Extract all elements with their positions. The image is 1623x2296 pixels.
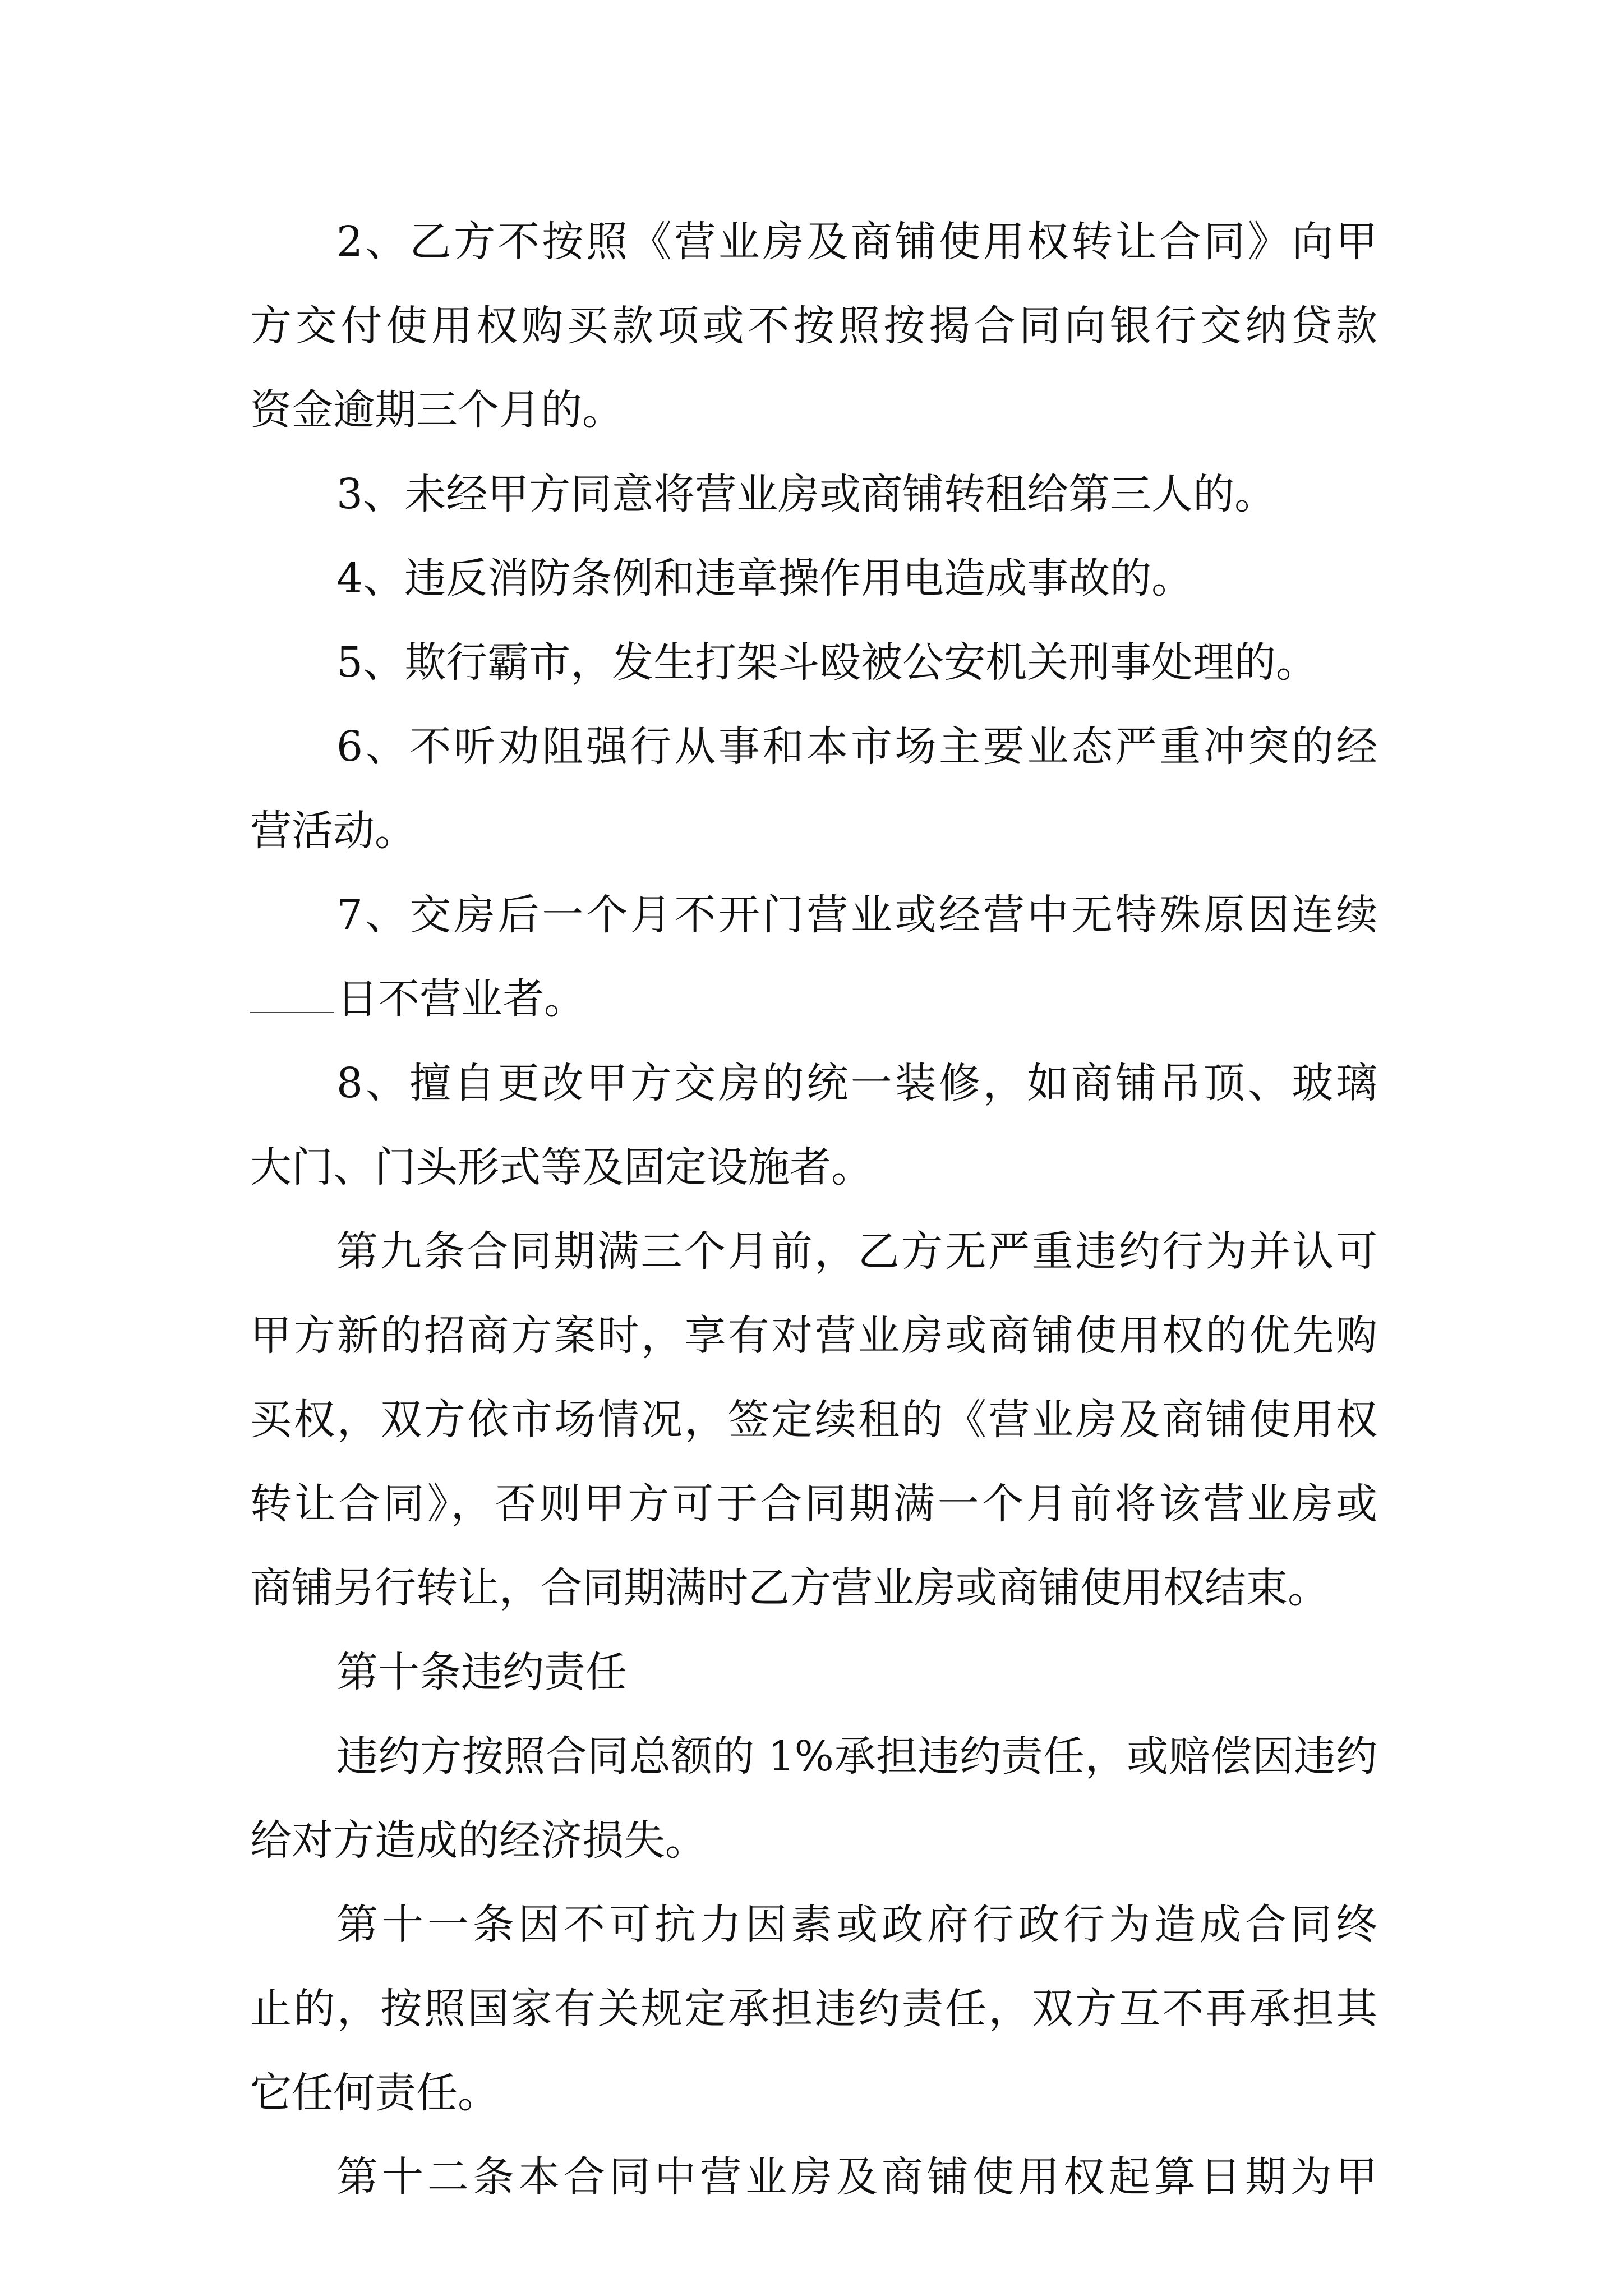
clause-item-7-line-2 — [250, 968, 1377, 1030]
article-9-line-5: 商铺另行转让，合同期满时乙方营业房或商铺使用权结束。 — [250, 1564, 1329, 1612]
clause-item-7-line-2-text: 日不营业者。 — [336, 975, 585, 1023]
clause-item-4-line-1: 4、违反消防条例和违章操作用电造成事故的。 — [336, 554, 1193, 602]
clause-item-2-line-1: 2、乙方不按照《营业房及商铺使用权转让合同》向甲 — [336, 218, 1377, 266]
article-9-line-4: 转让合同》，否则甲方可于合同期满一个月前将该营业房或 — [250, 1480, 1377, 1528]
clause-item-7-line-1: 7、交房后一个月不开门营业或经营中无特殊原因连续 — [336, 891, 1377, 939]
article-11-line-1: 第十一条因不可抗力因素或政府行政行为造成合同终 — [336, 1901, 1377, 1949]
article-11-line-3: 它任何责任。 — [250, 2069, 499, 2117]
clause-item-2-line-3: 资金逾期三个月的。 — [250, 386, 624, 434]
clause-item-6-line-2: 营活动。 — [250, 807, 416, 855]
article-9-line-2: 甲方新的招商方案时，享有对营业房或商铺使用权的优先购 — [250, 1312, 1377, 1360]
article-12-line-1: 第十二条本合同中营业房及商铺使用权起算日期为甲 — [336, 2153, 1377, 2201]
clause-item-5-line-1: 5、欺行霸市，发生打架斗殴被公安机关刑事处理的。 — [336, 638, 1318, 687]
clause-item-3-line-1: 3、未经甲方同意将营业房或商铺转租给第三人的。 — [336, 470, 1276, 518]
article-11-line-2: 止的，按照国家有关规定承担违约责任，双方互不再承担其 — [250, 1985, 1377, 2033]
clause-item-8-line-2: 大门、门头形式等及固定设施者。 — [250, 1143, 873, 1191]
clause-item-8-line-1: 8、擅自更改甲方交房的统一装修，如商铺吊顶、玻璃 — [336, 1059, 1377, 1107]
article-10-heading: 第十条违约责任 — [336, 1648, 627, 1696]
fill-in-blank — [250, 978, 334, 1013]
article-9-line-1: 第九条合同期满三个月前，乙方无严重违约行为并认可 — [336, 1227, 1377, 1276]
article-9-line-3: 买权，双方依市场情况，签定续租的《营业房及商铺使用权 — [250, 1396, 1377, 1444]
clause-item-2-line-2: 方交付使用权购买款项或不按照按揭合同向银行交纳贷款 — [250, 302, 1377, 350]
article-10-body-line-1: 违约方按照合同总额的 1%承担违约责任，或赔偿因违约 — [336, 1732, 1377, 1780]
article-10-body-line-2: 给对方造成的经济损失。 — [250, 1816, 707, 1865]
clause-item-6-line-1: 6、不听劝阻强行从事和本市场主要业态严重冲突的经 — [336, 723, 1377, 771]
